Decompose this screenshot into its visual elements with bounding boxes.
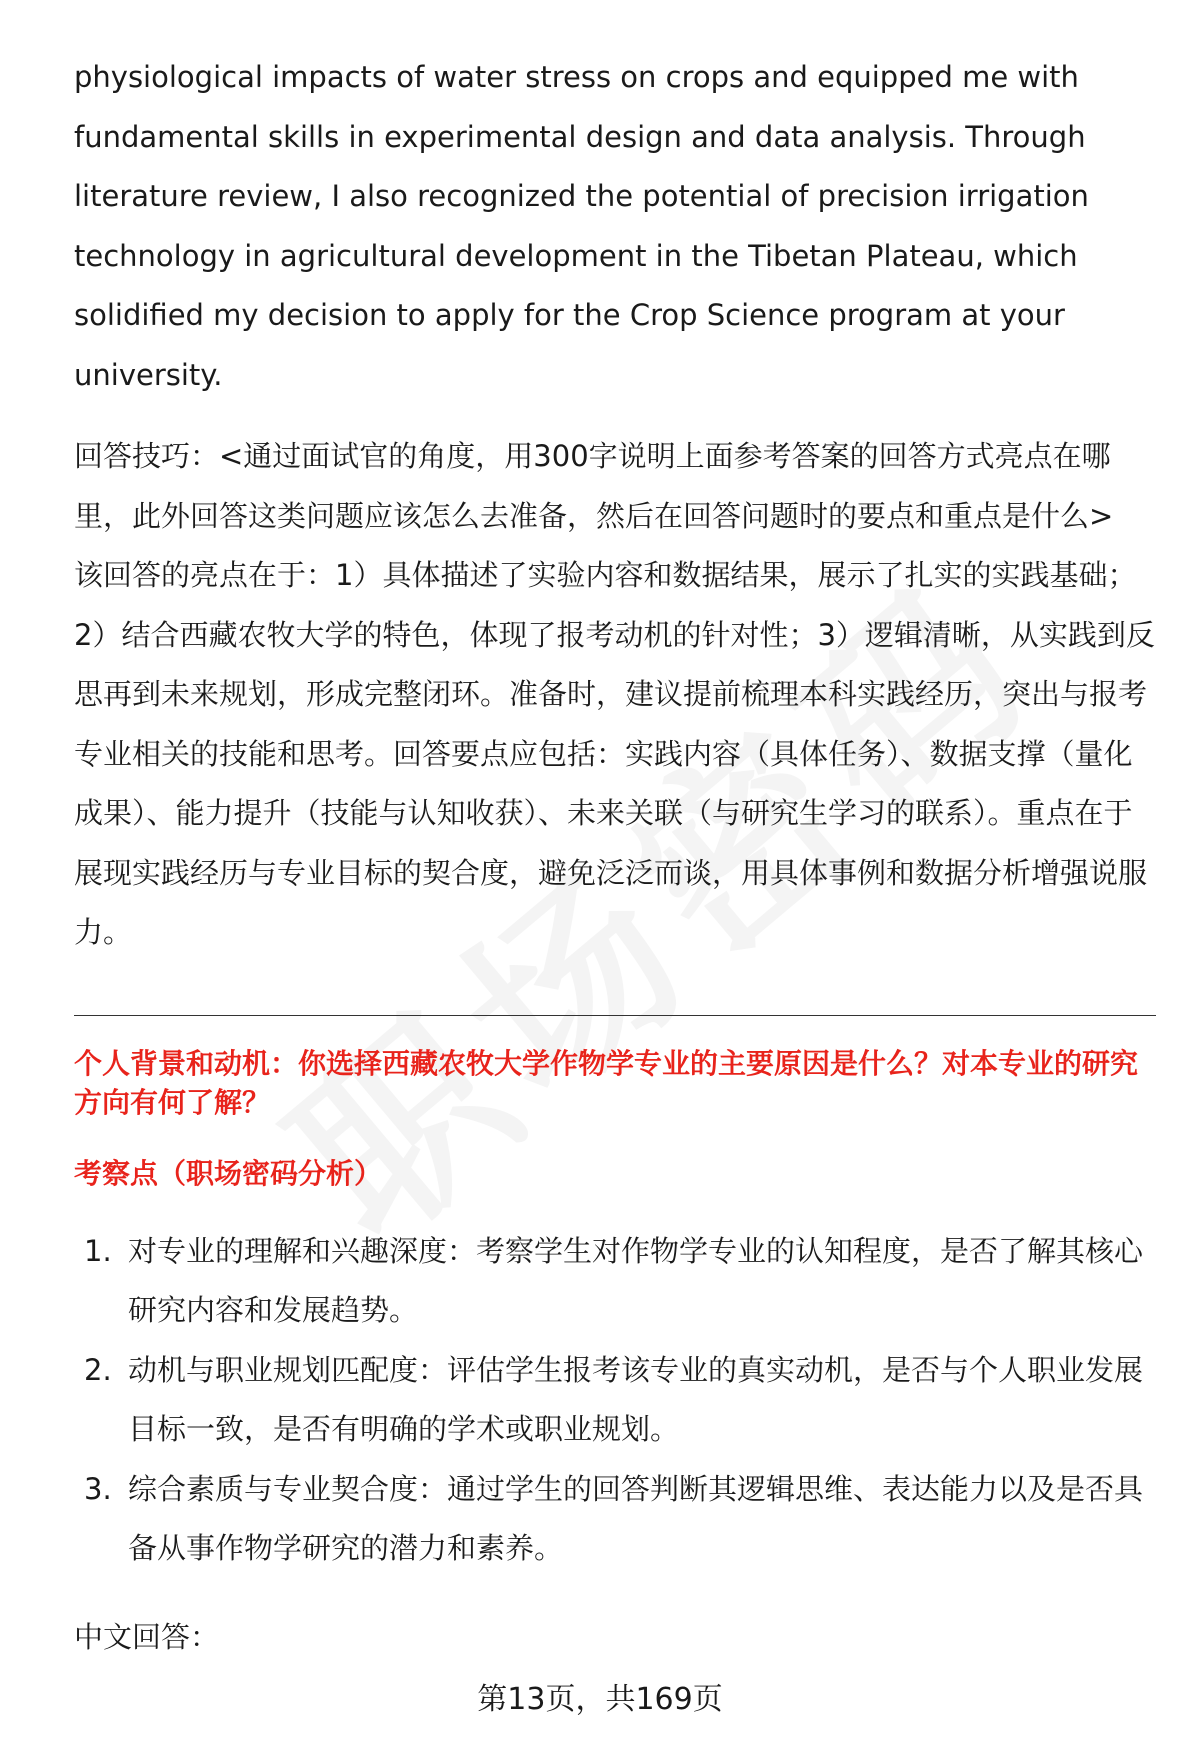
- section-divider: [74, 1015, 1156, 1016]
- document-page: [74, 48, 1156, 1657]
- answer-tips-section: [74, 427, 1156, 963]
- tips-body: 该回答的亮点在于：1）具体描述了实验内容和数据结果，展示了扎实的实践基础；2）结合西藏农牧大学的特色，体现了报考动机的针对性；3）逻辑清晰，从实践到反思再到未来规划，形成完整闭环。准备时，建议提前梳理本科实践经历，突出与报考专业相关的技能和思考。回答要点应包括：实践内容（具体任务）、数据支撑（量化成果）、能力提升（技能与认知收获）、未来关联（与研究生学习的联系）。重点在于展现实践经历与专业目标的契合度，避免泛泛而谈，用具体事例和数据分析增强说服力。: [74, 558, 1155, 949]
- list-item-text: 动机与职业规划匹配度：评估学生报考该专业的真实动机，是否与个人职业发展目标一致，是否有明确的学术或职业规划。: [128, 1352, 1144, 1446]
- list-item-number: 2.: [84, 1352, 112, 1387]
- list-item-number: 1.: [84, 1233, 112, 1268]
- list-item: [74, 1341, 1156, 1460]
- assessment-heading: 考察点（职场密码分析）: [74, 1156, 383, 1190]
- chinese-answer-label: 中文回答：: [74, 1619, 220, 1654]
- intro-paragraph: physiological impacts of water stress on crops and equipped me with fundamental skills in experimental design and data analysis. Through literature review, I also recognized the potential of precision irrigation technology in agricultural development in the Tibetan Plateau, which solidified my decision to apply for the Crop Science program at your university.: [74, 60, 1089, 392]
- list-item: [74, 1222, 1156, 1341]
- list-item: [74, 1460, 1156, 1579]
- list-item-number: 3.: [84, 1471, 112, 1506]
- assessment-list: [74, 1222, 1156, 1579]
- page-indicator: 第13页，共169页: [477, 1682, 723, 1717]
- list-item-text: 综合素质与专业契合度：通过学生的回答判断其逻辑思维、表达能力以及是否具备从事作物学研究的潜力和素养。: [128, 1471, 1144, 1565]
- list-item-text: 对专业的理解和兴趣深度：考察学生对作物学专业的认知程度，是否了解其核心研究内容和发展趋势。: [128, 1233, 1144, 1327]
- tips-prompt: 回答技巧：<通过面试官的角度，用300字说明上面参考答案的回答方式亮点在哪里，此外回答这类问题应该怎么去准备，然后在回答问题时的要点和重点是什么>: [74, 439, 1114, 533]
- question-heading: 个人背景和动机：你选择西藏农牧大学作物学专业的主要原因是什么？对本专业的研究方向有何了解？: [74, 1046, 1139, 1119]
